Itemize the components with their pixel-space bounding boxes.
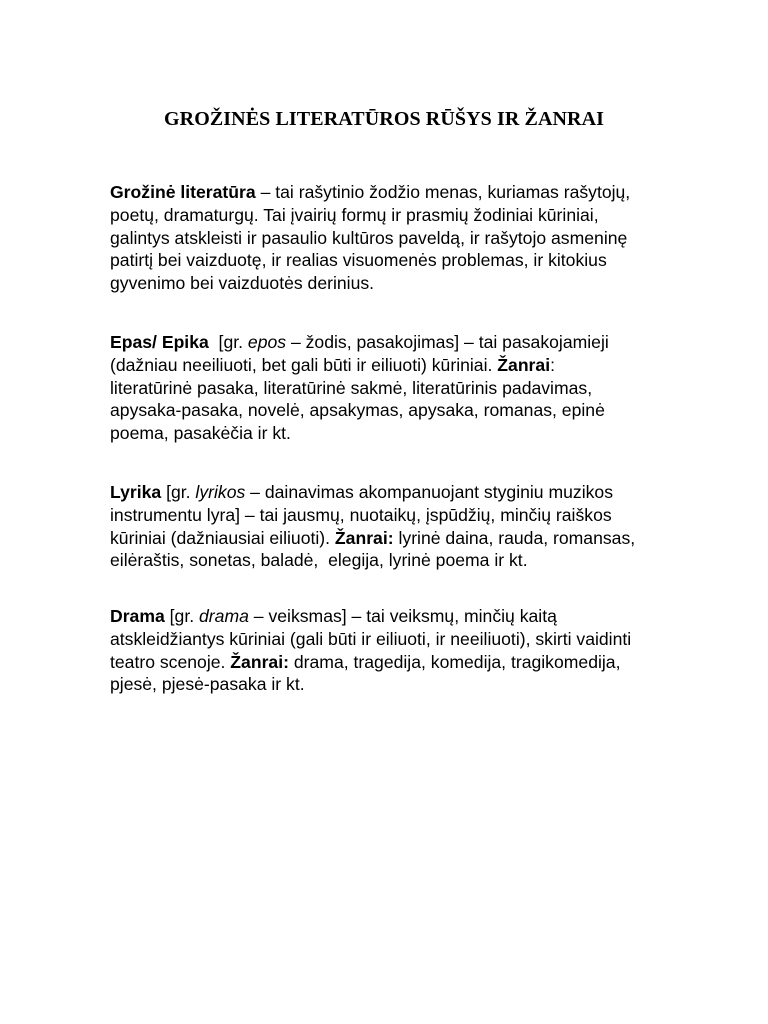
- text-fragment: (dažniau neeiliuoti, bet gali būti ir eiliuoti) kūriniai.: [110, 354, 498, 375]
- text-line: apysaka-pasaka, novelė, apsakymas, apysaka, romanas, epinė: [110, 400, 605, 421]
- italic-term: drama: [199, 606, 249, 626]
- text-line: atskleidžiantys kūriniai (gali būti ir eiliuoti, ir neeiliuoti), skirti vaidinti: [110, 628, 632, 649]
- label-zanrai: Žanrai: [497, 354, 551, 375]
- text-line: [110, 527, 740, 550]
- text-fragment: drama, tragedija, komedija, tragikomedija,: [288, 651, 621, 672]
- text-line: literatūrinė pasaka, literatūrinė sakmė, literatūrinis padavimas,: [110, 377, 593, 398]
- text-line: [110, 331, 740, 354]
- label-zanrai: Žanrai:: [334, 527, 394, 548]
- italic-term: lyrikos: [195, 482, 246, 502]
- text-line: galintys atskleisti ir pasaulio kultūros paveldą, ir rašytojo asmeninę: [110, 227, 628, 248]
- text-fragment: lyrinė daina, rauda, romansas,: [393, 527, 636, 548]
- text-line: [110, 651, 740, 674]
- text-fragment: [gr.: [164, 606, 200, 626]
- text-fragment: [gr.: [208, 332, 248, 352]
- text-line: pjesė, pjesė-pasaka ir kt.: [110, 674, 305, 695]
- text-line: poema, pasakėčia ir kt.: [110, 423, 291, 444]
- text-fragment: [gr.: [161, 482, 196, 502]
- paragraph-epas: [110, 331, 740, 445]
- term-lyrika: Lyrika: [110, 482, 162, 502]
- text-fragment: – veiksmas] – tai veiksmų, minčių kaitą: [248, 606, 557, 626]
- label-zanrai: Žanrai:: [230, 651, 289, 672]
- paragraph-drama: [110, 605, 740, 696]
- text-fragment: :: [550, 354, 555, 375]
- paragraph-lyrika: [110, 481, 740, 572]
- term-grozine-literatura: Grožinė literatūra: [110, 182, 256, 202]
- text-line: instrumentu lyra] – tai jausmų, nuotaikų, įspūdžių, minčių raiškos: [110, 504, 612, 525]
- page-title: GROŽINĖS LITERATŪROS RŪŠYS IR ŽANRAI: [164, 108, 604, 130]
- text-fragment: – tai rašytinio žodžio menas, kuriamas rašytojų,: [255, 182, 631, 202]
- text-line: patirtį bei vaizduotę, ir realias visuomenės problemas, ir kitokius: [110, 250, 607, 271]
- text-line: [110, 481, 740, 504]
- term-drama: Drama: [110, 606, 165, 626]
- text-fragment: kūriniai (dažniausiai eiliuoti).: [110, 527, 335, 548]
- text-line: [110, 605, 740, 628]
- italic-term: epos: [247, 332, 287, 352]
- text-line: [110, 354, 740, 377]
- paragraph-grozine-literatura: [110, 181, 740, 295]
- text-fragment: teatro scenoje.: [110, 651, 231, 672]
- text-line: poetų, dramaturgų. Tai įvairių formų ir prasmių žodiniai kūriniai,: [110, 204, 599, 225]
- text-line: gyvenimo bei vaizduotės derinius.: [110, 273, 375, 294]
- text-fragment: – dainavimas akompanuojant styginiu muzikos: [245, 482, 613, 502]
- text-fragment: – žodis, pasakojimas] – tai pasakojamieji: [286, 332, 609, 352]
- term-epas: Epas/ Epika: [110, 332, 209, 352]
- text-line: eilėraštis, sonetas, baladė, elegija, lyrinė poema ir kt.: [110, 550, 528, 571]
- text-line: [110, 181, 740, 204]
